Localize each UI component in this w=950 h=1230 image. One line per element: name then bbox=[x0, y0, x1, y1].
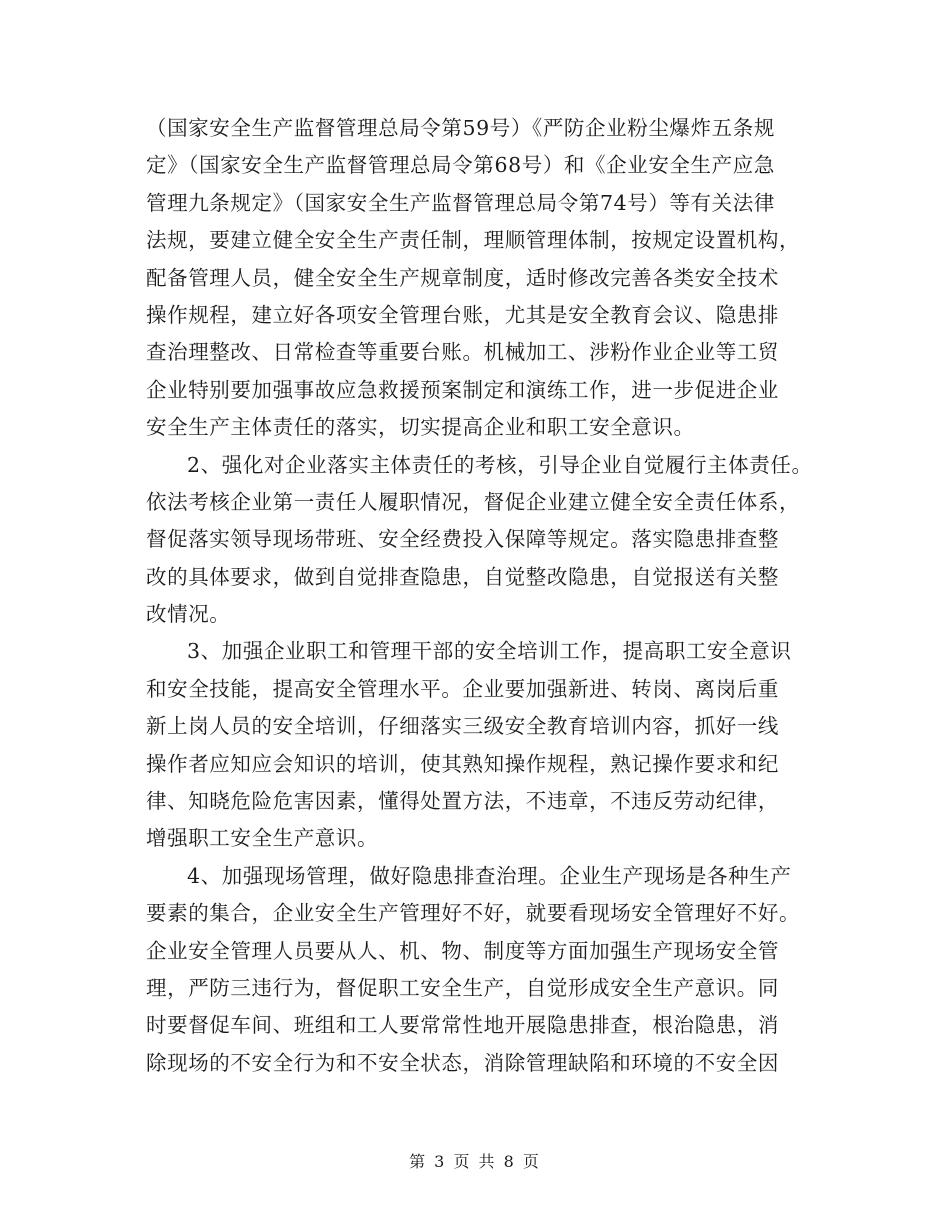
page-number-footer: 第 3 页 共 8 页 bbox=[409, 1152, 541, 1171]
paragraph-2-first-line: 2、强化对企业落实主体责任的考核，引导企业自觉履行主体责任。 bbox=[187, 452, 813, 477]
text-line: 管理九条规定》（国家安全生产监督管理总局令第74号）等有关法律 bbox=[146, 190, 775, 215]
text-line: 配备管理人员，健全安全生产规章制度，适时修改完善各类安全技术 bbox=[146, 265, 779, 290]
text-line: 律、知晓危险危害因素，懂得处置方法，不违章，不违反劳动纪律， bbox=[146, 789, 779, 814]
text-line: 除现场的不安全行为和不安全状态，消除管理缺陷和环境的不安全因 bbox=[146, 1050, 779, 1075]
text-line: 定》（国家安全生产监督管理总局令第68号）和《企业安全生产应急 bbox=[146, 153, 775, 178]
text-line: 安全生产主体责任的落实，切实提高企业和职工安全意识。 bbox=[146, 415, 695, 440]
text-line: 时要督促车间、班组和工人要常常性地开展隐患排查，根治隐患，消 bbox=[146, 1013, 779, 1038]
text-line: 操作者应知应会知识的培训，使其熟知操作规程，熟记操作要求和纪 bbox=[146, 751, 779, 776]
text-line: 依法考核企业第一责任人履职情况，督促企业建立健全安全责任体系， bbox=[146, 489, 801, 514]
text-line: 查治理整改、日常检查等重要台账。机械加工、涉粉作业企业等工贸 bbox=[146, 340, 779, 365]
paragraph-4-first-line: 4、加强现场管理，做好隐患排查治理。企业生产现场是各种生产 bbox=[187, 863, 792, 888]
document-body bbox=[146, 110, 816, 1082]
text-line: 企业安全管理人员要从人、机、物、制度等方面加强生产现场安全管 bbox=[146, 938, 779, 963]
text-line: 新上岗人员的安全培训，仔细落实三级安全教育培训内容，抓好一线 bbox=[146, 714, 779, 739]
paragraph-3-first-line: 3、加强企业职工和管理干部的安全培训工作，提高职工安全意识 bbox=[187, 639, 792, 664]
text-line: 增强职工安全生产意识。 bbox=[146, 826, 379, 851]
text-line: 法规，要建立健全安全生产责任制，理顺管理体制，按规定设置机构， bbox=[146, 228, 801, 253]
text-line: 要素的集合，企业安全生产管理好不好，就要看现场安全管理好不好。 bbox=[146, 901, 801, 926]
text-line: 和安全技能，提高安全管理水平。企业要加强新进、转岗、离岗后重 bbox=[146, 676, 779, 701]
text-line: 改情况。 bbox=[146, 602, 231, 627]
text-line: 督促落实领导现场带班、安全经费投入保障等规定。落实隐患排查整 bbox=[146, 527, 779, 552]
text-line: （国家安全生产监督管理总局令第59号）《严防企业粉尘爆炸五条规 bbox=[146, 116, 775, 140]
text-line: 操作规程，建立好各项安全管理台账，尤其是安全教育会议、隐患排 bbox=[146, 302, 779, 327]
text-line: 理，严防三违行为，督促职工安全生产，自觉形成安全生产意识。同 bbox=[146, 975, 779, 1000]
text-line: 企业特别要加强事故应急救援预案制定和演练工作，进一步促进企业 bbox=[146, 377, 779, 402]
text-line: 改的具体要求，做到自觉排查隐患，自觉整改隐患，自觉报送有关整 bbox=[146, 564, 779, 589]
